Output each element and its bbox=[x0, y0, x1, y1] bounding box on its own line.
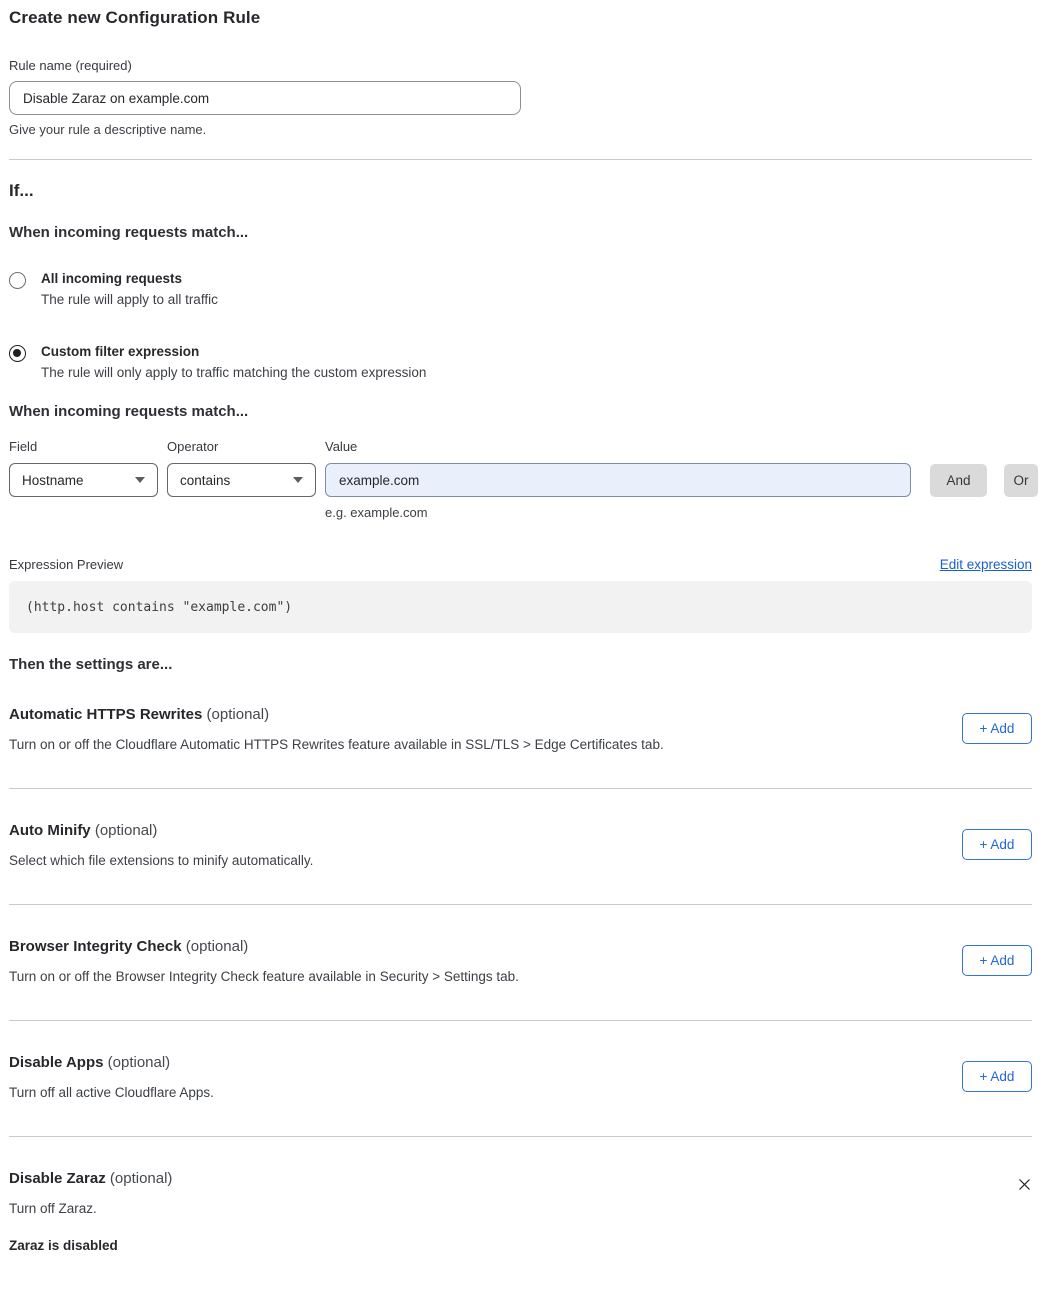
radio-description: The rule will only apply to traffic matching the custom expression bbox=[41, 365, 427, 380]
radio-texts bbox=[41, 271, 218, 307]
field-select-value: Hostname bbox=[22, 472, 84, 488]
setting-description: Select which file extensions to minify automatically. bbox=[9, 853, 314, 868]
field-column bbox=[9, 439, 158, 497]
and-button[interactable]: And bbox=[930, 464, 987, 497]
radio-texts bbox=[41, 344, 426, 380]
page-title: Create new Configuration Rule bbox=[9, 8, 261, 27]
setting-title bbox=[9, 706, 664, 723]
operator-select-value: contains bbox=[180, 472, 231, 488]
setting-title bbox=[9, 938, 519, 955]
expression-preview-row bbox=[9, 557, 1032, 572]
radio-button-unchecked[interactable] bbox=[9, 272, 26, 289]
setting-optional: (optional) bbox=[109, 1170, 173, 1187]
settings-heading: Then the settings are... bbox=[9, 656, 173, 673]
expression-code: (http.host contains "example.com") bbox=[26, 600, 293, 615]
value-column bbox=[325, 439, 911, 520]
edit-expression-link[interactable]: Edit expression bbox=[939, 557, 1032, 572]
setting-description: Turn off all active Cloudflare Apps. bbox=[9, 1085, 214, 1100]
rule-name-block bbox=[9, 58, 1032, 137]
field-label: Field bbox=[9, 439, 38, 454]
setting-optional: (optional) bbox=[185, 938, 249, 955]
add-automatic-https-rewrites-button[interactable]: + Add bbox=[962, 713, 1032, 744]
radio-label: Custom filter expression bbox=[41, 344, 200, 359]
setting-description: Turn on or off the Browser Integrity Check feature available in Security > Settings tab. bbox=[9, 969, 519, 984]
setting-optional: (optional) bbox=[206, 706, 270, 723]
add-auto-minify-button[interactable]: + Add bbox=[962, 829, 1032, 860]
expression-preview-label: Expression Preview bbox=[9, 557, 124, 572]
field-select[interactable] bbox=[9, 463, 158, 497]
remove-disable-zaraz-button[interactable] bbox=[1012, 1172, 1036, 1196]
value-input[interactable] bbox=[325, 463, 911, 497]
chevron-down-icon bbox=[135, 477, 145, 483]
setting-title-text: Automatic HTTPS Rewrites bbox=[9, 706, 203, 723]
add-disable-apps-button[interactable]: + Add bbox=[962, 1061, 1032, 1092]
add-browser-integrity-check-button[interactable]: + Add bbox=[962, 945, 1032, 976]
expression-builder-row bbox=[9, 439, 1032, 520]
setting-texts bbox=[9, 822, 313, 868]
expression-preview-box bbox=[9, 581, 1032, 633]
setting-title bbox=[9, 1170, 172, 1187]
rule-name-input[interactable] bbox=[9, 81, 521, 115]
match-heading: When incoming requests match... bbox=[9, 224, 249, 241]
setting-texts bbox=[9, 1054, 214, 1100]
setting-title bbox=[9, 1054, 214, 1071]
and-or-buttons bbox=[920, 464, 1038, 497]
setting-texts bbox=[9, 1170, 172, 1253]
setting-section-browser-integrity-check bbox=[9, 905, 1032, 1021]
setting-section-automatic-https-rewrites bbox=[9, 673, 1032, 789]
setting-title bbox=[9, 822, 313, 839]
operator-select[interactable] bbox=[167, 463, 316, 497]
setting-title-text: Browser Integrity Check bbox=[9, 938, 182, 955]
setting-title-text: Disable Zaraz bbox=[9, 1170, 106, 1187]
setting-title-text: Auto Minify bbox=[9, 822, 91, 839]
radio-option-custom-filter-expression[interactable] bbox=[9, 344, 1032, 380]
setting-description: Turn on or off the Cloudflare Automatic HTTPS Rewrites feature available in SSL/TLS > Edge Certificates tab. bbox=[9, 737, 664, 752]
if-heading: If... bbox=[9, 181, 34, 200]
operator-column bbox=[167, 439, 316, 497]
setting-optional: (optional) bbox=[107, 1054, 171, 1071]
radio-option-all-incoming-requests[interactable] bbox=[9, 271, 1032, 307]
zaraz-status-text: Zaraz is disabled bbox=[9, 1238, 118, 1253]
expression-builder-heading: When incoming requests match... bbox=[9, 403, 249, 420]
setting-section-auto-minify bbox=[9, 789, 1032, 905]
setting-texts bbox=[9, 706, 664, 752]
setting-description: Turn off Zaraz. bbox=[9, 1201, 97, 1216]
close-icon bbox=[1017, 1177, 1032, 1192]
or-button[interactable]: Or bbox=[1004, 464, 1038, 497]
setting-title-text: Disable Apps bbox=[9, 1054, 104, 1071]
chevron-down-icon bbox=[293, 477, 303, 483]
radio-button-checked[interactable] bbox=[9, 345, 26, 362]
radio-description: The rule will apply to all traffic bbox=[41, 292, 218, 307]
rule-name-label: Rule name (required) bbox=[9, 58, 132, 73]
value-help: e.g. example.com bbox=[325, 505, 428, 520]
setting-section-disable-zaraz bbox=[9, 1137, 1032, 1289]
radio-label: All incoming requests bbox=[41, 271, 183, 286]
value-label: Value bbox=[325, 439, 358, 454]
setting-optional: (optional) bbox=[94, 822, 158, 839]
rule-name-help: Give your rule a descriptive name. bbox=[9, 122, 207, 137]
operator-label: Operator bbox=[167, 439, 219, 454]
setting-section-disable-apps bbox=[9, 1021, 1032, 1137]
setting-texts bbox=[9, 938, 519, 984]
divider bbox=[9, 159, 1032, 160]
